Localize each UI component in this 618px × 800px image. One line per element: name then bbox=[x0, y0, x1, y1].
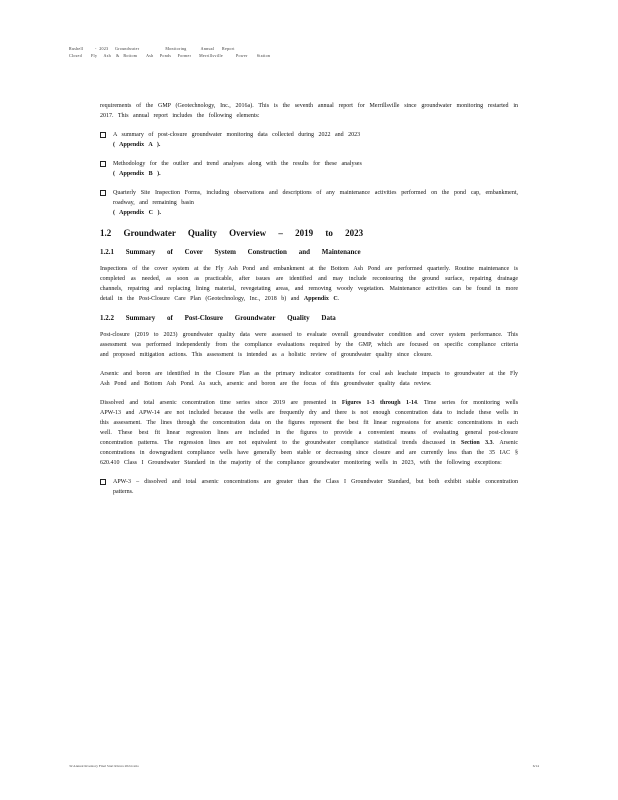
appendix-ref: ( Appendix A ). bbox=[113, 142, 161, 148]
intro-paragraph: requirements of the GMP (Geotechnology, Inc., 2016a). This is the seventh annual report for Merrillsville since groundwater monitoring restarted in 2017. This annual report includes the following elements: bbox=[100, 103, 518, 119]
section-heading-1-2-2 bbox=[100, 313, 518, 323]
section-number: 1.2 bbox=[100, 228, 112, 238]
maintenance-paragraph: Inspections of the cover system at the Fly Ash Pond and embankment at the Bottom Ash Pond are performed quarterly. Routine maintenance is completed as needed, as soon as practicable, after issues are identified and may include recontouring the ground surface, repairing drainage channels, repairing and replacing lining material, revegetating areas, and removing woody vegetation. Maintenance activities can be found in more detail in the Post-Closure Care Plan (Geotechnology, Inc., 2018 b) and Appendix C. bbox=[100, 266, 518, 302]
arsenic-paragraph: Dissolved and total arsenic concentration time series since 2019 are presented in Figures 1-3 through 1-14. Time series for monitoring wells APW-13 and APW-14 are not included because the wells are frequently dry and there is not enough concentration data to include these wells in this assessment. The lines through the concentration data on the figures represent the best fit linear regressions for arsenic concentrations in each well. These best fit linear regression lines are included in the figures to provide a convenient means of evaluating general post-closure concentration patterns. The regression lines are not equivalent to the groundwater compliance statistical trends discussed in Section 3.3. Arsenic concentrations in downgradient compliance wells have generally been stable or decreasing since closure and are currently less than the 35 IAC § 620.410 Class I Groundwater Standard in the majority of the compliance groundwater monitoring wells in 2023, with the following exceptions: bbox=[100, 400, 519, 466]
section-title: Summary of Post-Closure Groundwater Quality Data bbox=[125, 314, 336, 322]
bullet-text: APW-3 – dissolved and total arsenic concentrations are greater than the Class I Groundwater Standard, but both exhibit stable concentration patterns. bbox=[113, 479, 518, 495]
bullet-text: A summary of post-closure groundwater monitoring data collected during 2022 and 2023 bbox=[113, 132, 361, 138]
section-number: 1.2.2 bbox=[100, 314, 114, 322]
bullet-item-2 bbox=[100, 159, 518, 179]
footer-left-text: 32 Annual Inventory Final Start Rivera 2024 ratio bbox=[69, 764, 139, 768]
appendix-ref: ( Appendix C ). bbox=[113, 210, 162, 216]
page-footer bbox=[69, 764, 539, 768]
appendix-ref: Appendix C bbox=[303, 296, 338, 302]
figure-ref: Figures 1-3 through 1-14 bbox=[341, 400, 417, 406]
bullet-box-icon bbox=[100, 479, 106, 485]
exception-bullet bbox=[100, 477, 518, 497]
assessment-paragraph: Post-closure (2019 to 2023) groundwater quality data were assessed to evaluate overall groundwater condition and cover system performance. This assessment was performed independently from the compliance evaluations required by the GMP, which are focused on specific compliance criteria and proposed mitigation actions. This assessment is intended as a holistic review of groundwater quality since closure. bbox=[100, 332, 518, 358]
document-body bbox=[100, 101, 518, 506]
section-heading-1-2 bbox=[100, 227, 518, 239]
page-number: 6/14 bbox=[532, 764, 539, 768]
section-title: Groundwater Quality Overview – 2019 to 2023 bbox=[123, 228, 364, 238]
bullet-box-icon bbox=[100, 161, 106, 167]
bullet-box-icon bbox=[100, 132, 106, 138]
header-line-2: Closed Fly Ash & Bottom Ash Ponds Former Merrillsville Power Station bbox=[69, 53, 271, 58]
running-header bbox=[69, 45, 270, 59]
bullet-box-icon bbox=[100, 190, 106, 196]
section-heading-1-2-1 bbox=[100, 247, 518, 257]
section-ref: Section 3.3 bbox=[461, 440, 493, 446]
bullet-text: Quarterly Site Inspection Forms, including observations and descriptions of any maintenance activities performed on the pond cap, embankment, roadway, and remaining basin bbox=[113, 190, 518, 206]
appendix-ref: ( Appendix B ). bbox=[113, 171, 161, 177]
header-line-1: Rushell - 2023 Groundwater Monitoring Annual Report bbox=[69, 46, 235, 51]
indicator-paragraph: Arsenic and boron are identified in the Closure Plan as the primary indicator constituents for coal ash leachate impacts to groundwater at the Fly Ash Pond and Bottom Ash Pond. As such, arsenic and boron are the focus of this groundwater quality data review. bbox=[100, 371, 518, 387]
section-title: Summary of Cover System Construction and Maintenance bbox=[125, 248, 361, 256]
section-number: 1.2.1 bbox=[100, 248, 114, 256]
bullet-item-3 bbox=[100, 188, 518, 218]
bullet-text: Methodology for the outlier and trend analyses along with the results for these analyses bbox=[113, 161, 362, 167]
bullet-item-1 bbox=[100, 130, 518, 150]
